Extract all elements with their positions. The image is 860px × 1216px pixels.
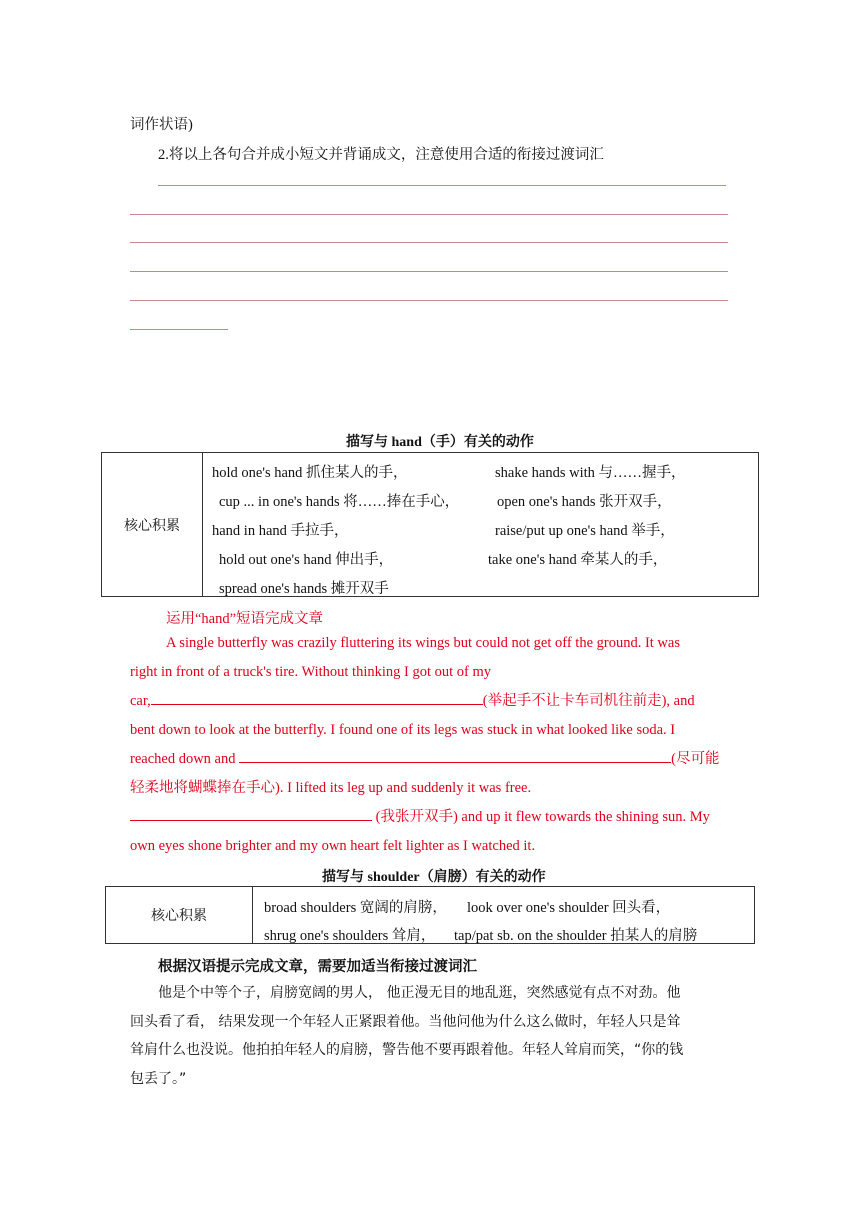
writing-line — [158, 185, 726, 186]
passage-line: bent down to look at the butterfly. I found one of its legs was stuck in what looked like soda. I — [130, 722, 676, 738]
writing-line — [130, 271, 728, 272]
writing-line — [130, 329, 228, 330]
vocab-item: take one's hand 牵某人的手， — [488, 552, 668, 568]
hand-section-title: 描写与 hand（手）有关的动作 — [346, 435, 534, 450]
hand-vocab-table — [101, 452, 759, 597]
passage-line: own eyes shone brighter and my own heart felt lighter as I watched it. — [130, 838, 536, 854]
continued-text: 词作状语) — [130, 117, 193, 133]
shoulder-passage — [130, 979, 728, 1093]
vocab-item: hand in hand 手拉手， — [212, 523, 349, 539]
passage-text: car, — [130, 693, 151, 709]
shoulder-vocab-table — [105, 886, 755, 944]
vocab-item: hold one's hand 抓住某人的手， — [212, 465, 408, 481]
shoulder-exercise-title: 根据汉语提示完成文章，需要加适当衔接过渡词汇 — [158, 959, 477, 975]
vocab-item: cup ... in one's hands 将……捧在手心， — [219, 494, 460, 510]
answer-blank-2[interactable] — [239, 747, 671, 763]
writing-line — [130, 214, 728, 215]
passage-line: 耸肩什么也没说。他拍拍年轻人的肩膀，警告他不要再跟着他。年轻人耸肩而笑，“你的钱 — [130, 1042, 684, 1058]
passage-line: 包丢了。” — [130, 1070, 187, 1087]
vocab-item: shrug one's shoulders 耸肩， — [264, 928, 436, 944]
passage-line: A single butterfly was crazily fluttering its wings but could not get off the ground. It was — [166, 635, 680, 651]
passage-text: reached down and — [130, 751, 236, 767]
hand-exercise-title: 运用“hand”短语完成文章 — [166, 611, 324, 627]
vocab-item: raise/put up one's hand 举手， — [495, 523, 675, 539]
vocab-item: shake hands with 与……握手， — [495, 465, 686, 481]
passage-text: (尽可能 — [671, 751, 720, 767]
vocab-cell — [253, 887, 755, 944]
shoulder-section-title: 描写与 shoulder（肩膀）有关的动作 — [322, 870, 546, 885]
passage-text: (我张开双手) and up it flew towards the shining sun. My — [375, 809, 710, 825]
table-label: 核心积累 — [106, 887, 253, 944]
passage-text: (举起手不让卡车司机往前走), and — [482, 693, 695, 709]
vocab-cell — [203, 453, 759, 597]
vocab-item: look over one's shoulder 回头看， — [467, 900, 671, 916]
vocab-item: hold out one's hand 伸出手， — [219, 552, 394, 568]
passage-line: right in front of a truck's tire. Without thinking I got out of my — [130, 664, 491, 680]
passage-line — [130, 745, 728, 774]
table-label: 核心积累 — [102, 453, 203, 597]
vocab-item: spread one's hands 摊开双手 — [219, 581, 389, 597]
writing-line — [130, 300, 728, 301]
answer-blank-3[interactable] — [130, 805, 372, 821]
answer-blank-1[interactable] — [151, 689, 483, 705]
passage-line — [130, 803, 728, 832]
hand-passage — [130, 629, 728, 861]
passage-line — [130, 687, 728, 716]
vocab-item: open one's hands 张开双手， — [497, 494, 672, 510]
passage-line: 轻柔地将蝴蝶捧在手心). I lifted its leg up and suddenly it was free. — [130, 780, 532, 796]
vocab-item: tap/pat sb. on the shoulder 拍某人的肩膀 — [454, 928, 698, 944]
task-2-instruction: 2.将以上各句合并成小短文并背诵成文，注意使用合适的衔接过渡词汇 — [158, 147, 604, 163]
passage-line: 回头看了看， 结果发现一个年轻人正紧跟着他。当他问他为什么这么做时，年轻人只是耸 — [130, 1013, 681, 1030]
vocab-item: broad shoulders 宽阔的肩膀， — [264, 900, 447, 916]
passage-line: 他是个中等个子，肩膀宽阔的男人， 他正漫无目的地乱逛，突然感觉有点不对劲。他 — [158, 985, 681, 1001]
writing-line — [130, 242, 728, 243]
